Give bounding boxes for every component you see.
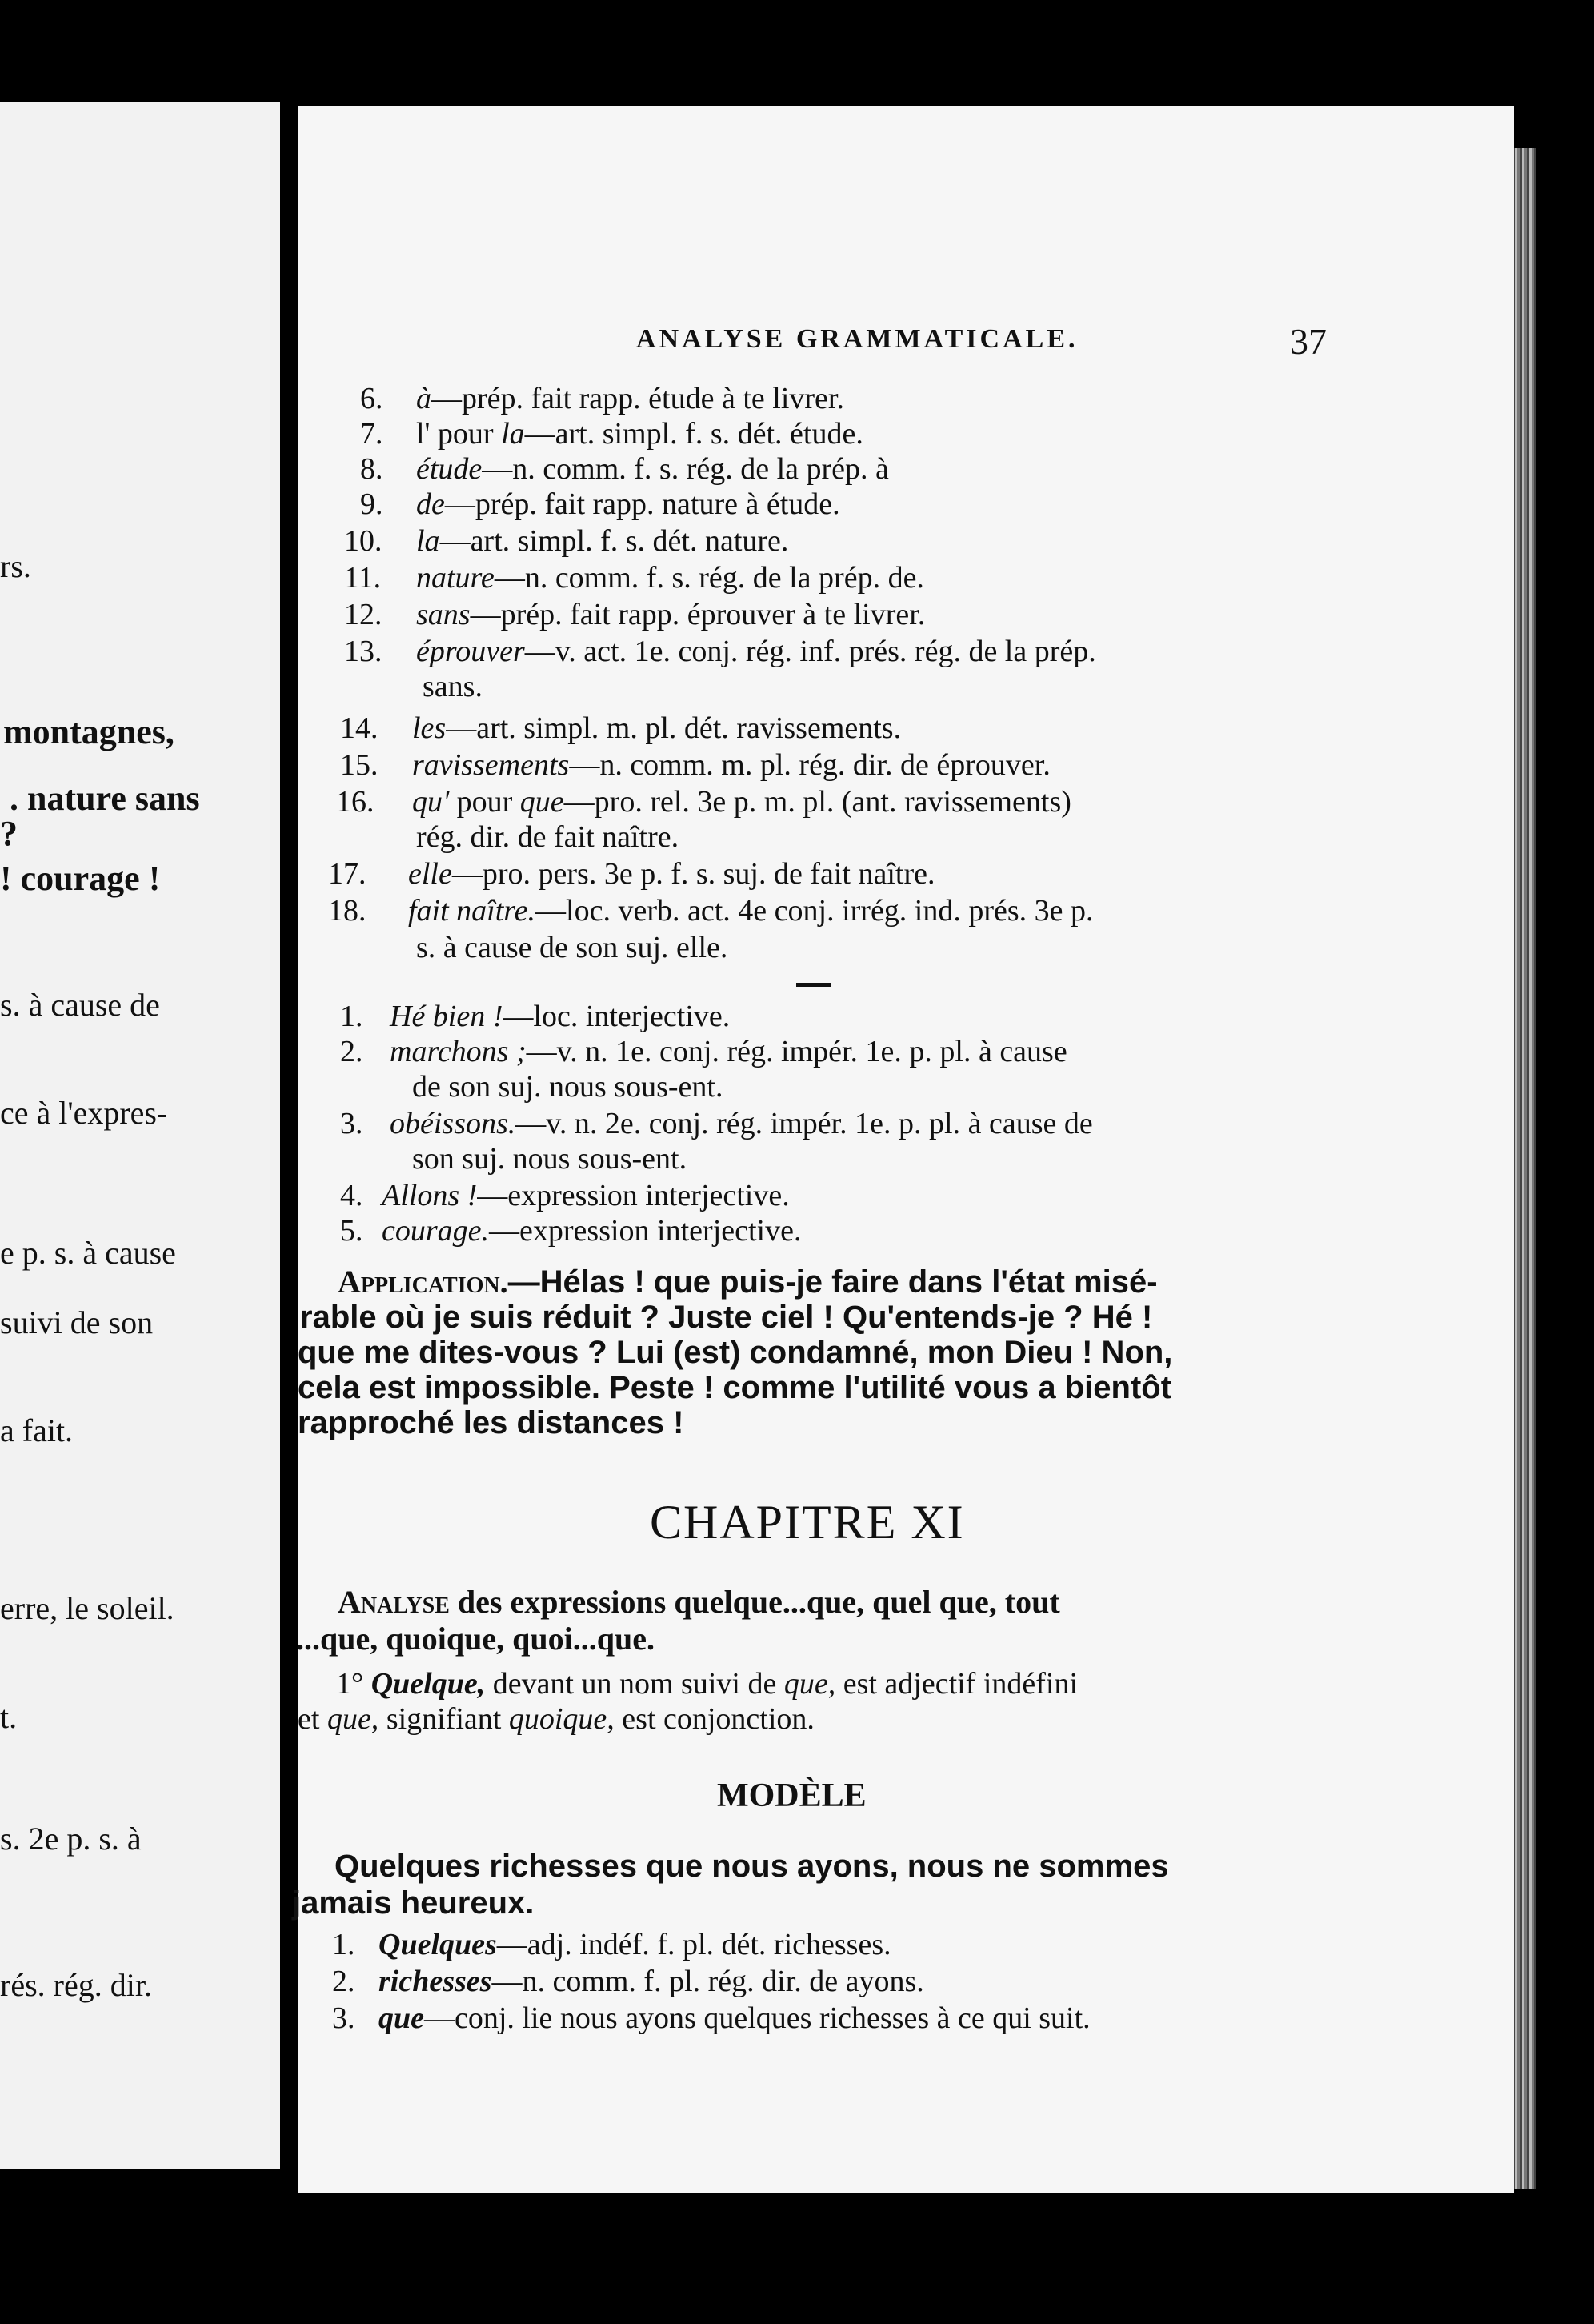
list-item: 12. sans—prép. fait rapp. éprouver à te livrer. [344,598,926,631]
chapter-intro: Analyse des expressions quelque...que, quel que, tout [338,1584,1060,1620]
model-sentence: Quelques richesses que nous ayons, nous ne sommes [334,1849,1169,1884]
left-page-line: ce à l'expres- [0,1095,168,1131]
model-heading: MODÈLE [717,1777,867,1814]
left-page-line: rs. [0,548,31,584]
list-item: 4. Allons !—expression interjective. [340,1179,790,1212]
application-line: cela est impossible. Peste ! comme l'utilité vous a bientôt [298,1370,1172,1405]
left-page-line: rés. rég. dir. [0,1967,152,2003]
list-item: 15. ravissements—n. comm. m. pl. rég. dir. de éprouver. [340,748,1051,782]
left-page-line: ? [0,814,18,853]
chapter-title: CHAPITRE XI [650,1496,965,1549]
left-page-line: suivi de son [0,1304,154,1340]
model-sentence-line: jamais heureux. [292,1885,535,1921]
application-line: rapproché les distances ! [298,1405,684,1440]
rule-line: et que, signifiant quoique, est conjonction. [298,1702,815,1736]
list-item: 11. nature—n. comm. f. s. rég. de la prép. de. [344,561,924,595]
model-item: 3. que—conj. lie nous ayons quelques richesses à ce qui suit. [332,2001,1091,2035]
list-item: 16. qu' pour que—pro. rel. 3e p. m. pl. (ant. ravissements) [336,785,1071,819]
application-paragraph: Application.—Hélas ! que puis-je faire dans l'état misé- [338,1264,1158,1300]
left-page-line: a fait. [0,1412,74,1448]
left-page-line: . nature sans [10,779,200,818]
list-item: 8. étude—n. comm. f. s. rég. de la prép. à [360,452,889,486]
list-item-continuation: son suj. nous sous-ent. [412,1142,687,1176]
list-item: 18. fait naître.—loc. verb. act. 4e conj. irrég. ind. prés. 3e p. [328,894,1094,928]
list-item: 17. elle—pro. pers. 3e p. f. s. suj. de fait naître. [328,857,935,891]
application-line: que me dites-vous ? Lui (est) condamné, mon Dieu ! Non, [298,1335,1173,1370]
list-item: 13. éprouver—v. act. 1e. conj. rég. inf. prés. rég. de la prép. [344,635,1096,668]
left-page-line: t. [0,1699,18,1735]
list-item: 3. obéissons.—v. n. 2e. conj. rég. impér. 1e. p. pl. à cause de [340,1107,1093,1140]
page-number: 37 [1290,321,1327,362]
model-item: 1. Quelques—adj. indéf. f. pl. dét. richesses. [332,1928,891,1961]
left-page-line: montagnes, [3,712,174,751]
left-page-line: e p. s. à cause [0,1235,176,1271]
list-item: 14. les—art. simpl. m. pl. dét. ravissements. [340,711,902,745]
chapter-intro-line: ...que, quoique, quoi...que. [296,1621,655,1657]
left-page-line: erre, le soleil. [0,1590,174,1626]
list-item: 10. la—art. simpl. f. s. dét. nature. [344,524,789,558]
left-page-line: ! courage ! [0,859,161,898]
list-item: 6. à—prép. fait rapp. étude à te livrer. [360,382,844,415]
list-item: 1. Hé bien !—loc. interjective. [340,1000,731,1033]
list-item-continuation: s. à cause de son suj. elle. [416,931,728,964]
application-line: rable où je suis réduit ? Juste ciel ! Qu'entends-je ? Hé ! [300,1300,1153,1335]
list-item-continuation: rég. dir. de fait naître. [416,820,679,854]
section-divider [796,983,831,987]
list-item-continuation: sans. [423,670,483,703]
list-item: 2. marchons ;—v. n. 1e. conj. rég. impér. 1e. p. pl. à cause [340,1035,1067,1068]
model-item: 2. richesses—n. comm. f. pl. rég. dir. de ayons. [332,1965,924,1998]
list-item: 5. courage.—expression interjective. [340,1214,802,1248]
running-head: ANALYSE GRAMMATICALE. [636,324,1079,354]
left-page-line: s. 2e p. s. à [0,1821,142,1857]
rule-paragraph: 1° Quelque, devant un nom suivi de que, est adjectif indéfini [336,1667,1079,1701]
left-page-line: s. à cause de [0,987,160,1023]
list-item: 7. l' pour la—art. simpl. f. s. dét. étude. [360,417,863,451]
list-item-continuation: de son suj. nous sous-ent. [412,1070,723,1104]
list-item: 9. de—prép. fait rapp. nature à étude. [360,487,840,521]
left-page-fragment [0,102,280,2169]
